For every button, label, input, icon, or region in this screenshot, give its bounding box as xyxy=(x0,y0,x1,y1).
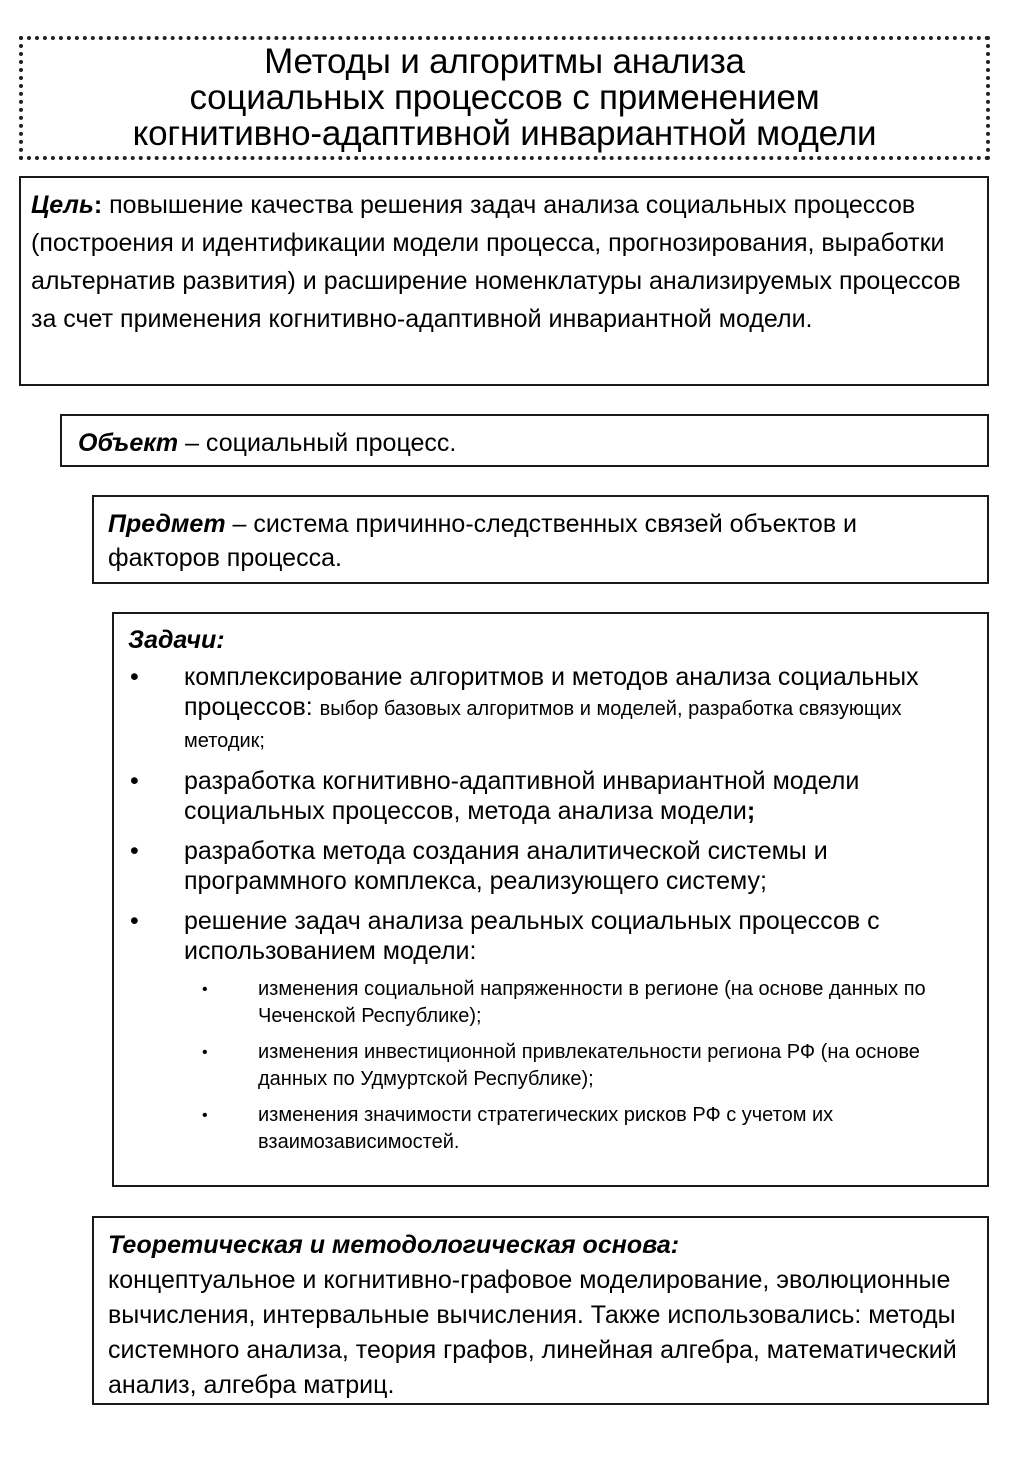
bullet-icon: • xyxy=(202,1107,208,1124)
goal-box xyxy=(19,176,989,386)
subject-label: Предмет xyxy=(108,510,226,538)
list-item xyxy=(128,662,973,756)
task-detail: выбор базовых алгоритмов и моделей, разработка связующих методик; xyxy=(184,698,902,752)
sub-item-text: изменения значимости стратегических рисков РФ с учетом их взаимозависимостей. xyxy=(258,1104,834,1153)
object-text: – социальный процесс. xyxy=(178,429,457,457)
task-main: комплексирование алгоритмов и методов анализа социальных процессов: xyxy=(184,663,919,721)
sub-list-item xyxy=(128,1102,973,1156)
theory-box xyxy=(92,1216,989,1405)
task-main: разработка метода создания аналитической системы и программного комплекса, реализующего систему; xyxy=(184,837,828,895)
object-label: Объект xyxy=(78,429,179,457)
list-item xyxy=(128,766,973,826)
object-paragraph xyxy=(78,426,971,460)
task-main: разработка когнитивно-адаптивной инвариантной модели социальных процессов, метода анализа модели xyxy=(184,767,860,825)
page-title: Методы и алгоритмы анализа социальных процессов с применением когнитивно-адаптивной инвариантной модели xyxy=(132,42,877,153)
bullet-icon: • xyxy=(130,663,139,691)
tasks-box xyxy=(112,612,989,1187)
title-box xyxy=(19,36,990,160)
sub-list-item xyxy=(128,976,973,1030)
bullet-icon: • xyxy=(130,767,139,795)
goal-separator: : xyxy=(93,191,110,219)
task-main: решение задач анализа реальных социальных процессов с использованием модели: xyxy=(184,907,880,965)
goal-text: повышение качества решения задач анализа социальных процессов (построения и идентификации модели процесса, прогнозирования, выработки альтернатив развития) и расширение номенклатуры анализируемых процессов за счет применения когнитивно-адаптивной инвариантной модели. xyxy=(31,191,961,333)
theory-paragraph xyxy=(108,1228,973,1403)
bullet-icon: • xyxy=(202,981,208,998)
list-item xyxy=(128,836,973,896)
subject-text: – система причинно-следственных связей объектов и факторов процесса. xyxy=(108,510,858,572)
sub-list-item xyxy=(128,1039,973,1093)
sub-list xyxy=(128,976,973,1156)
list-item xyxy=(128,906,973,966)
theory-label: Теоретическая и методологическая основа: xyxy=(108,1231,680,1259)
tasks-title: Задачи: xyxy=(128,626,225,654)
sub-item-text: изменения социальной напряженности в регионе (на основе данных по Чеченской Республике); xyxy=(258,978,926,1027)
subject-box xyxy=(92,495,989,584)
bullet-icon: • xyxy=(130,837,139,865)
task-end: ; xyxy=(746,797,756,825)
goal-paragraph xyxy=(31,186,975,338)
subject-paragraph xyxy=(108,507,973,575)
bullet-icon: • xyxy=(202,1044,208,1061)
sub-item-text: изменения инвестиционной привлекательности региона РФ (на основе данных по Удмуртской Республике); xyxy=(258,1041,920,1090)
theory-text: концептуальное и когнитивно-графовое моделирование, эволюционные вычисления, интервальные вычисления. Также использовались: методы системного анализа, теория графов, линейная алгебра, математический анализ, алгебра матриц. xyxy=(108,1266,957,1399)
bullet-icon: • xyxy=(130,907,139,935)
goal-label: Цель xyxy=(31,191,94,219)
object-box xyxy=(60,414,989,467)
